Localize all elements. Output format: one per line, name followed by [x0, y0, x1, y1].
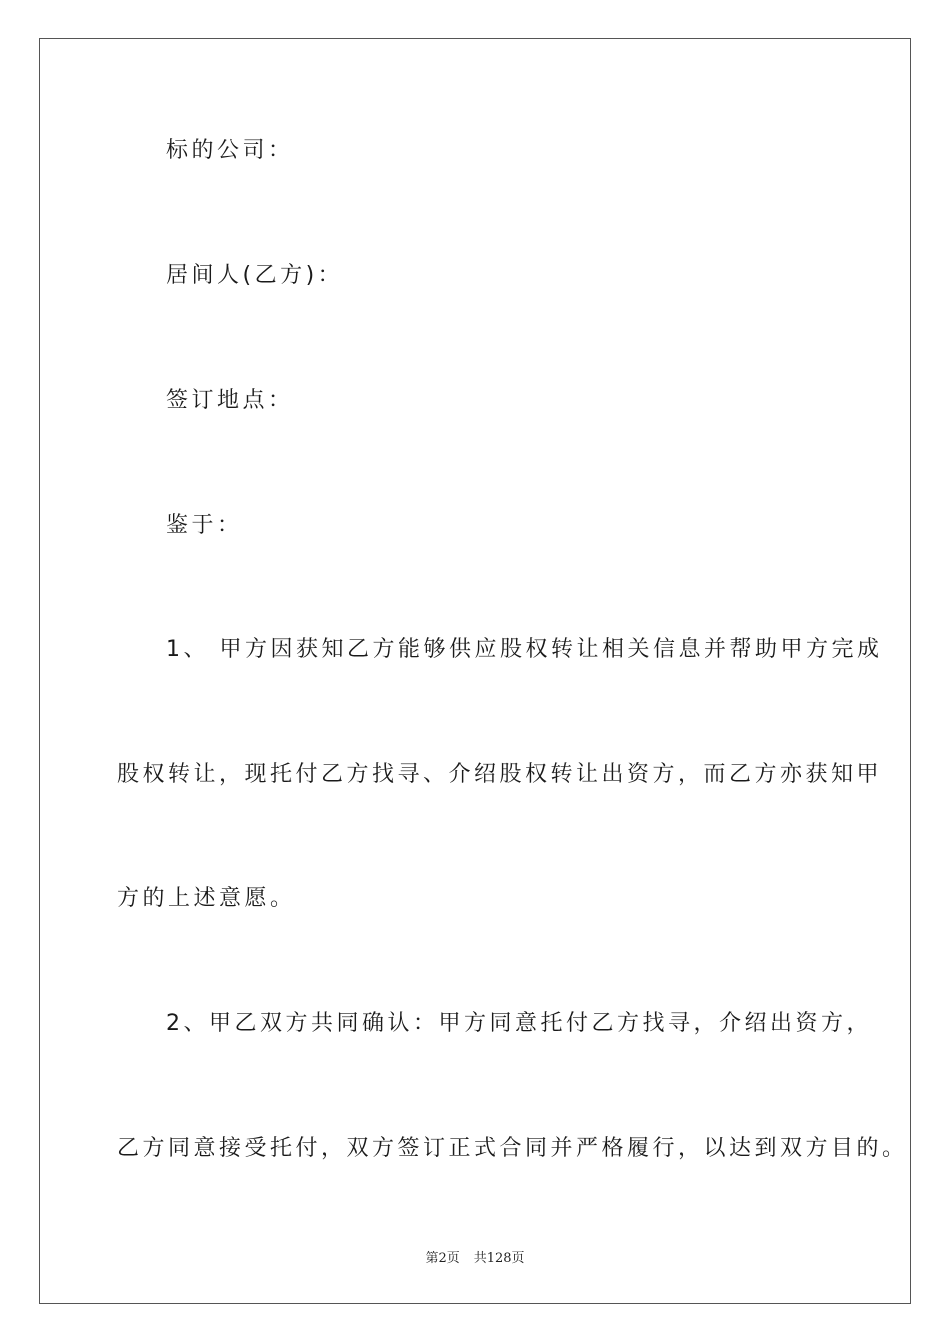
field-target-company: 标的公司： — [166, 138, 294, 163]
page-number-total: 共128页 — [473, 1251, 525, 1266]
page-footer — [0, 1247, 950, 1266]
field-intermediary: 居间人(乙方)： — [166, 263, 344, 288]
clause-1-line-2: 股权转让，现托付乙方找寻、介绍股权转让出资方，而乙方亦获知甲 — [117, 762, 883, 787]
clause-1-line-1: 1、 甲方因获知乙方能够供应股权转让相关信息并帮助甲方完成 — [166, 637, 883, 662]
whereas-heading: 鉴于： — [166, 513, 243, 538]
page-number-current: 第2页 — [425, 1251, 460, 1266]
clause-2-line-2: 乙方同意接受托付，双方签订正式合同并严格履行，以达到双方目的。 — [117, 1136, 908, 1161]
clause-1-line-3: 方的上述意愿。 — [117, 886, 296, 911]
field-signing-place: 签订地点： — [166, 388, 294, 413]
clause-2-line-1: 2、甲乙双方共同确认：甲方同意托付乙方找寻，介绍出资方， — [166, 1011, 872, 1036]
page-border — [39, 38, 911, 1304]
